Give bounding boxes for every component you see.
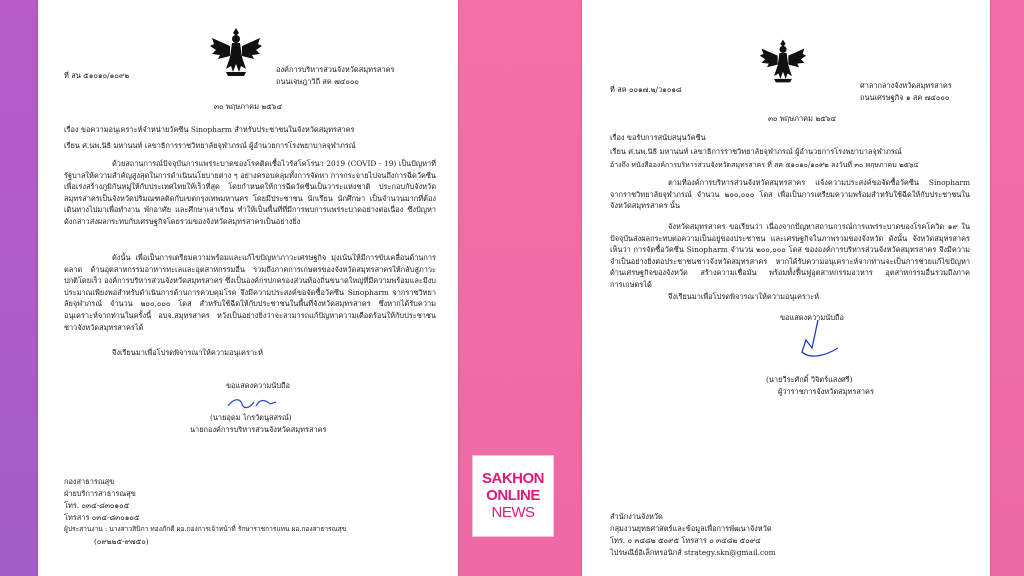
garuda-emblem-icon	[208, 24, 264, 80]
letter-paragraph-2: จังหวัดสมุทรสาคร ขอเรียนว่า เนื่องจากปัญหาสถานการณ์การแพร่ระบาดของโรคโควิด ๑๙ ในปัจจุบันส่งผลกระทบต่อความเป็นอยู่ของประชาชน และเศรษฐกิจในภาพรวมของจังหวัด ดังนั้น จังหวัดสมุทรสาครเห็นว่า การจัดซื้อวัคซีน Sinopharm จำนวน ๒๐๐,๐๐๐ โดส ขององค์การบริหารส่วนจังหวัดสมุทรสาคร จึงมีความจำเป็นอย่างยิ่งต่อประชาชนชาวจังหวัดสมุทรสาคร หากได้รับความอนุเคราะห์จากท่านจะเป็นการช่วยแก้ไขปัญหาด้านเศรษฐกิจของจังหวัด สร้างความเชื่อมั่น พร้อมทั้งฟื้นฟูอุตสาหกรรมอาหาร อุตสาหกรรมอื่นรวมถึงภาคการเกษตรได้	[610, 222, 970, 289]
letter-right	[582, 0, 990, 576]
logo-line-3: NEWS	[491, 504, 535, 521]
sakhon-online-news-logo	[472, 455, 554, 537]
sender-organization: องค์การบริหารส่วนจังหวัดสมุทรสาคร	[276, 65, 395, 74]
background-right	[990, 0, 1024, 576]
letter-paragraph-1: ด้วยสถานการณ์ปัจจุบันการแพร่ระบาดของโรคติดเชื้อไวรัสโคโรนา 2019 (COVID - 19) เป็นปัญหาที่รัฐบาลให้ความสำคัญสูงสุดในการดำเนินนโยบายต่าง ๆ อย่างครอบคลุมทั้งการจัดหา การกระจายไปจนถึงการฉีดวัคซีน เพื่อเร่งสร้างภูมิกันหมู่ให้กับประเทศไทยให้เร็วที่สุด โดยกำหนดให้การฉีดวัคซีนเป็นวาระแห่งชาติ ประกอบกับจังหวัดสมุทรสาครเป็นจังหวัดปริมณฑลติดกับเขตกรุงเทพมหานคร โดยมีประชาชน นักเรียน นักศึกษา เป็นจำนวนมากที่ต้องเดินทางไปมาเพื่อทำงาน พักอาศัย และศึกษาเล่าเรียน ทำให้เป็นพื้นที่ที่มีการพบการแพร่ระบาดอย่างต่อเนื่อง ซึ่งปัญหาดังกล่าวส่งผลกระทบกับเศรษฐกิจโดยรวมของจังหวัดสมุทรสาครเป็นอย่างยิ่ง	[64, 159, 436, 226]
logo-line-2: ONLINE	[486, 487, 540, 504]
letter-subject: เรื่อง ขอรับการสนับสนุนวัคซีน	[610, 133, 706, 142]
letter-paragraph-2: ดังนั้น เพื่อเป็นการเตรียมความพร้อมและแก้ไขปัญหาภาวะเศรษฐกิจ มุ่งเน้นให้มีการขับเคลื่อนด้านการตลาด ด้านอุตสาหกรรมอาหารทะเลและอุตสาหกรรมอื่น รวมถึงภาคการเกษตรของจังหวัดสมุทรสาครให้กลับสู่ภาวะปกติโดยเร็ว องค์การบริหารส่วนจังหวัดสมุทรสาคร ซึ่งเป็นองค์กรปกครองส่วนท้องถิ่นขนาดใหญ่ที่มีความพร้อมและมีงบประมาณเพียงพอสำหรับดำเนินการด้านการควบคุมโรค จึงมีความประสงค์ขอจัดซื้อวัคซีน Sinopharm จากราชวิทยาลัยจุฬาภรณ์ จำนวน ๒๐๐,๐๐๐ โดส สำหรับใช้ฉีดให้กับประชาชนในพื้นที่จังหวัดสมุทรสาคร ซึ่งหากได้รับความอนุเคราะห์จากท่านในครั้งนี้ อบจ.สมุทรสาคร หวังเป็นอย่างยิ่งว่าจะสามารถแก้ปัญหาความเดือดร้อนให้กับประชาชนชาวจังหวัดสมุทรสาครได้	[64, 253, 436, 332]
signer-title: นายกองค์การบริหารส่วนจังหวัดสมุทรสาคร	[190, 425, 327, 434]
footer-contact: ผู้ประสานงาน : นางสาวสิบิภา ทองภักดี ผอ.กองการเจ้าหน้าที่ รักษาราชการแทน ผอ.กองสาธารณสุข	[64, 525, 347, 533]
logo-line-1: SAKHON	[481, 470, 544, 487]
letter-reference: อ้างถึง หนังสือองค์การบริหารส่วนจังหวัดสมุทรสาคร ที่ สค ๕๑๐๑๐/๑๐๙๒ ลงวันที่ ๓๐ พฤษภาคม ๒๕๖๔	[610, 161, 919, 169]
footer-email: ไปรษณีย์อิเล็กทรอนิกส์ strategy.skn@gmail.com	[610, 548, 776, 557]
signer-title: ผู้ว่าราชการจังหวัดสมุทรสาคร	[778, 387, 874, 396]
letter-left	[38, 0, 458, 576]
signature-right	[788, 318, 844, 366]
closing-request: จึงเรียนมาเพื่อโปรดพิจารณาให้ความอนุเคราะห์	[112, 348, 263, 357]
letter-date: ๓๐ พฤษภาคม ๒๕๖๔	[768, 114, 837, 123]
letter-subject: เรื่อง ขอความอนุเคราะห์จำหน่ายวัคซีน Sinopharm สำหรับประชาชนในจังหวัดสมุทรสาคร	[64, 125, 355, 134]
sender-address: ถนนเศรษฐกิจ ๑ สค ๗๔๐๐๐	[860, 93, 950, 102]
footer-phone: (๐๙๒๒๕-๙๗๕๐)	[94, 537, 149, 546]
signer-name: (นายวีระศักดิ์ วิจิตร์แสงศรี)	[766, 375, 853, 384]
garuda-emblem-icon	[758, 36, 808, 86]
letter-recipient: เรียน ศ.นพ.นิธิ มหานนท์ เลขาธิการราชวิทยาลัยจุฬาภรณ์ ผู้อำนวยการโรงพยาบาลจุฬาภรณ์	[64, 141, 356, 150]
footer-tel: โทร. ๐ ๓๔๘๒ ๕๐๙๕ โทรสาร ๐ ๓๔๘๒ ๕๐๙๔	[610, 536, 761, 545]
signer-name: (นายอุดม ไกรวัตนุสสรณ์)	[210, 413, 292, 422]
background-left	[0, 0, 38, 576]
footer-office: สำนักงานจังหวัด	[610, 512, 663, 521]
footer-group: กลุ่มงานยุทธศาสตร์และข้อมูลเพื่อการพัฒนาจังหวัด	[610, 524, 772, 533]
letter-recipient: เรียน ศ.นพ.นิธิ มหานนท์ เลขาธิการราชวิทยาลัยจุฬาภรณ์ ผู้อำนวยการโรงพยาบาลจุฬาภรณ์	[610, 147, 902, 156]
letter-paragraph-1: ตามที่องค์การบริหารส่วนจังหวัดสมุทรสาคร แจ้งความประสงค์ขอจัดซื้อวัคซีน Sinopharm จากราชวิทยาลัยจุฬาภรณ์ จำนวน ๒๐๐,๐๐๐ โดส เพื่อเป็นการเตรียมความพร้อมสำหรับใช้ฉีดให้กับประชาชนในจังหวัดสมุทรสาคร นั้น	[610, 178, 970, 211]
document-number: ที่ สน ๕๑๐๑๐/๑๐๙๒	[64, 71, 130, 80]
sender-organization: ศาลากลางจังหวัดสมุทรสาคร	[860, 81, 952, 90]
footer-division: กองสาธารณสุข	[64, 477, 115, 486]
closing-request: จึงเรียนมาเพื่อโปรดพิจารณาให้ความอนุเคราะห์	[668, 292, 819, 301]
sender-address: ถนนเจษฎาวิถี สค ๗๔๐๐๐	[276, 77, 359, 86]
letter-date: ๓๐ พฤษภาคม ๒๕๖๔	[214, 102, 283, 111]
footer-tel: โทร. ๐๓๔-๘๓๐๑๐๕	[64, 501, 130, 510]
footer-section: ฝ่ายบริการสาธารณสุข	[64, 489, 136, 498]
footer-fax: โทรสาร ๐๓๔-๘๓๐๑๐๕	[64, 513, 140, 522]
regards: ขอแสดงความนับถือ	[226, 381, 290, 390]
document-number: ที่ สค ๐๐๑๗.๒/ว๑๐๑๘	[610, 85, 682, 94]
signature-left	[226, 394, 278, 412]
regards: ขอแสดงความนับถือ	[780, 313, 844, 322]
